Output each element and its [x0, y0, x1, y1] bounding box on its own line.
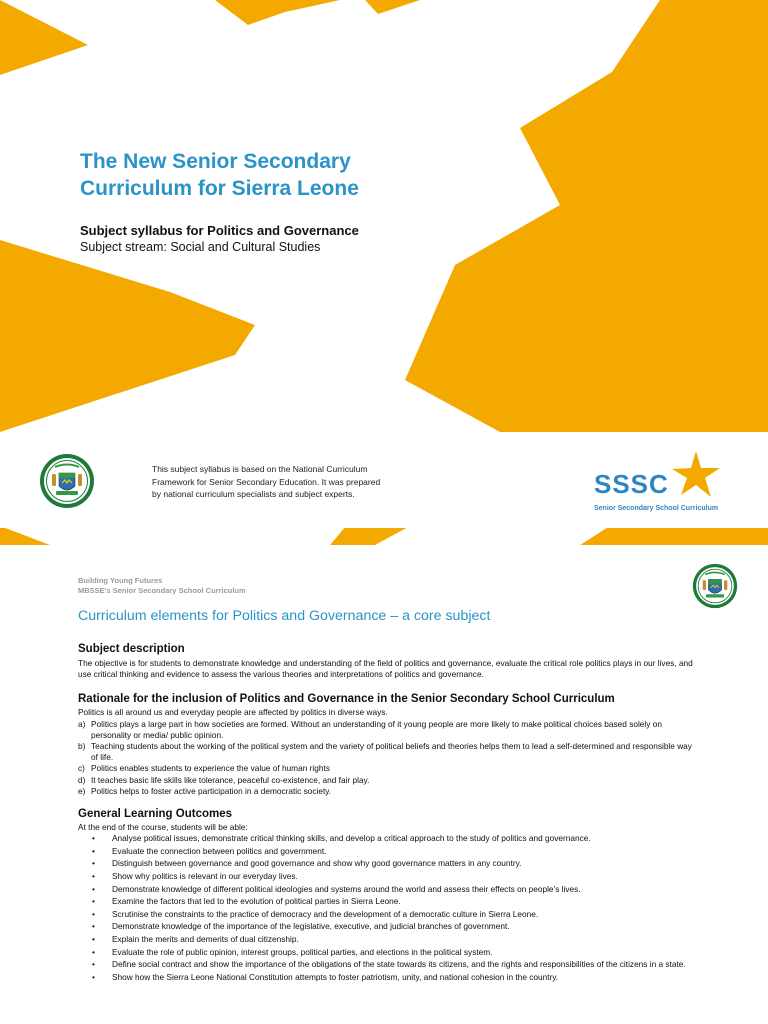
- list-item-text: Politics helps to foster active participation in a democratic society.: [91, 785, 332, 796]
- list-item: [78, 719, 698, 741]
- subject-description-heading: Subject description: [78, 643, 185, 655]
- list-item: [78, 763, 698, 774]
- cover-subtitle: Subject syllabus for Politics and Governance: [80, 223, 359, 238]
- list-item: • Distinguish between governance and good governance and show why good governance matters in any country.: [78, 858, 698, 869]
- sierra-leone-crest-icon: [39, 453, 95, 509]
- list-marker: b): [78, 741, 86, 752]
- list-item-text: It teaches basic life skills like tolerance, peaceful co-existence, and fair play.: [91, 774, 370, 785]
- band-description: [152, 463, 412, 501]
- list-item: • Show how the Sierra Leone National Constitution attempts to foster patriotism, unity, and national cohesion in the country.: [78, 972, 698, 983]
- list-item: • Scrutinise the constraints to the practice of democracy and the development of a democratic culture in Sierra Leone.: [78, 909, 698, 920]
- list-item: [78, 786, 698, 797]
- list-item: • Explain the merits and demerits of dual citizenship.: [78, 934, 698, 945]
- page-header: [78, 576, 246, 596]
- list-item: • Define social contract and show the importance of the obligations of the state towards its citizens, and the rights and responsibilities of the citizens in a state.: [78, 959, 698, 970]
- list-item: • Examine the factors that led to the evolution of political parties in Sierra Leone.: [78, 896, 698, 907]
- band-line-3: by national curriculum specialists and subject experts.: [152, 489, 355, 499]
- cover-title: [80, 148, 500, 202]
- rationale-heading: Rationale for the inclusion of Politics and Governance in the Senior Secondary School Curriculum: [78, 693, 615, 706]
- list-item: • Analyse political issues, demonstrate critical thinking skills, and develop a critical approach to the study of politics and governance.: [78, 833, 698, 844]
- orange-shape-bottom-right: [580, 526, 768, 545]
- list-item-text: Politics enables students to experience the value of human rights: [91, 763, 330, 774]
- star-icon: [672, 451, 722, 499]
- syllabus-body: [78, 643, 698, 984]
- list-item: • Evaluate the connection between politics and government.: [78, 846, 698, 857]
- cover-title-line-1: The New Senior Secondary: [80, 150, 351, 173]
- sierra-leone-crest-icon: [692, 563, 738, 609]
- subject-description-text: The objective is for students to demonstrate knowledge and understanding of the field of politics and governance, evaluate the critical role politics plays in our lives, and use critical thinking and evidence to assess the various theories and interpretations of politics and governance.: [78, 658, 693, 680]
- learning-outcomes-heading: General Learning Outcomes: [78, 808, 233, 821]
- list-item: [78, 741, 698, 763]
- list-item: • Evaluate the role of public opinion, interest groups, political parties, and elections in the political system.: [78, 947, 698, 958]
- header-line-1: Building Young Futures: [78, 576, 163, 585]
- list-item: • Demonstrate knowledge of the importance of the legislative, executive, and judicial branches of government.: [78, 921, 698, 932]
- band-line-2: Framework for Senior Secondary Education. It was prepared: [152, 476, 381, 487]
- section-title: Curriculum elements for Politics and Governance – a core subject: [78, 608, 491, 624]
- sssc-logo-tagline: Senior Secondary School Curriculum: [594, 505, 719, 512]
- learning-outcomes-list: [78, 833, 698, 983]
- band-line-1: This subject syllabus is based on the National Curriculum: [152, 464, 368, 474]
- list-item: • Show why politics is relevant in our everyday lives.: [78, 871, 698, 882]
- cover-stream: Subject stream: Social and Cultural Studies: [80, 240, 321, 254]
- list-marker: a): [78, 718, 86, 729]
- header-line-2: MBSSE's Senior Secondary School Curriculum: [78, 586, 246, 595]
- rationale-list: [78, 719, 698, 797]
- sssc-logo: [594, 451, 734, 517]
- list-item: [78, 775, 698, 786]
- sssc-logo-text: SSSC: [594, 469, 669, 499]
- learning-outcomes-intro: At the end of the course, students will be able:: [78, 822, 248, 833]
- list-marker: c): [78, 763, 85, 774]
- rationale-intro: Politics is all around us and everyday people are affected by politics in diverse ways.: [78, 707, 388, 718]
- list-marker: d): [78, 774, 86, 785]
- list-marker: e): [78, 785, 86, 796]
- cover-title-line-2: Curriculum for Sierra Leone: [80, 177, 359, 200]
- list-item: • Demonstrate knowledge of different political ideologies and systems around the world and assess their effects on people’s lives.: [78, 884, 698, 895]
- list-item-text: Politics plays a large part in how societies are formed. Without an understanding of it young people are more likely to make political choices based solely on personality or media/ public opinion.: [91, 718, 662, 740]
- list-item-text: Teaching students about the working of the political system and the variety of political beliefs and theories helps them to lead a self-determined and responsible way of life.: [91, 741, 692, 763]
